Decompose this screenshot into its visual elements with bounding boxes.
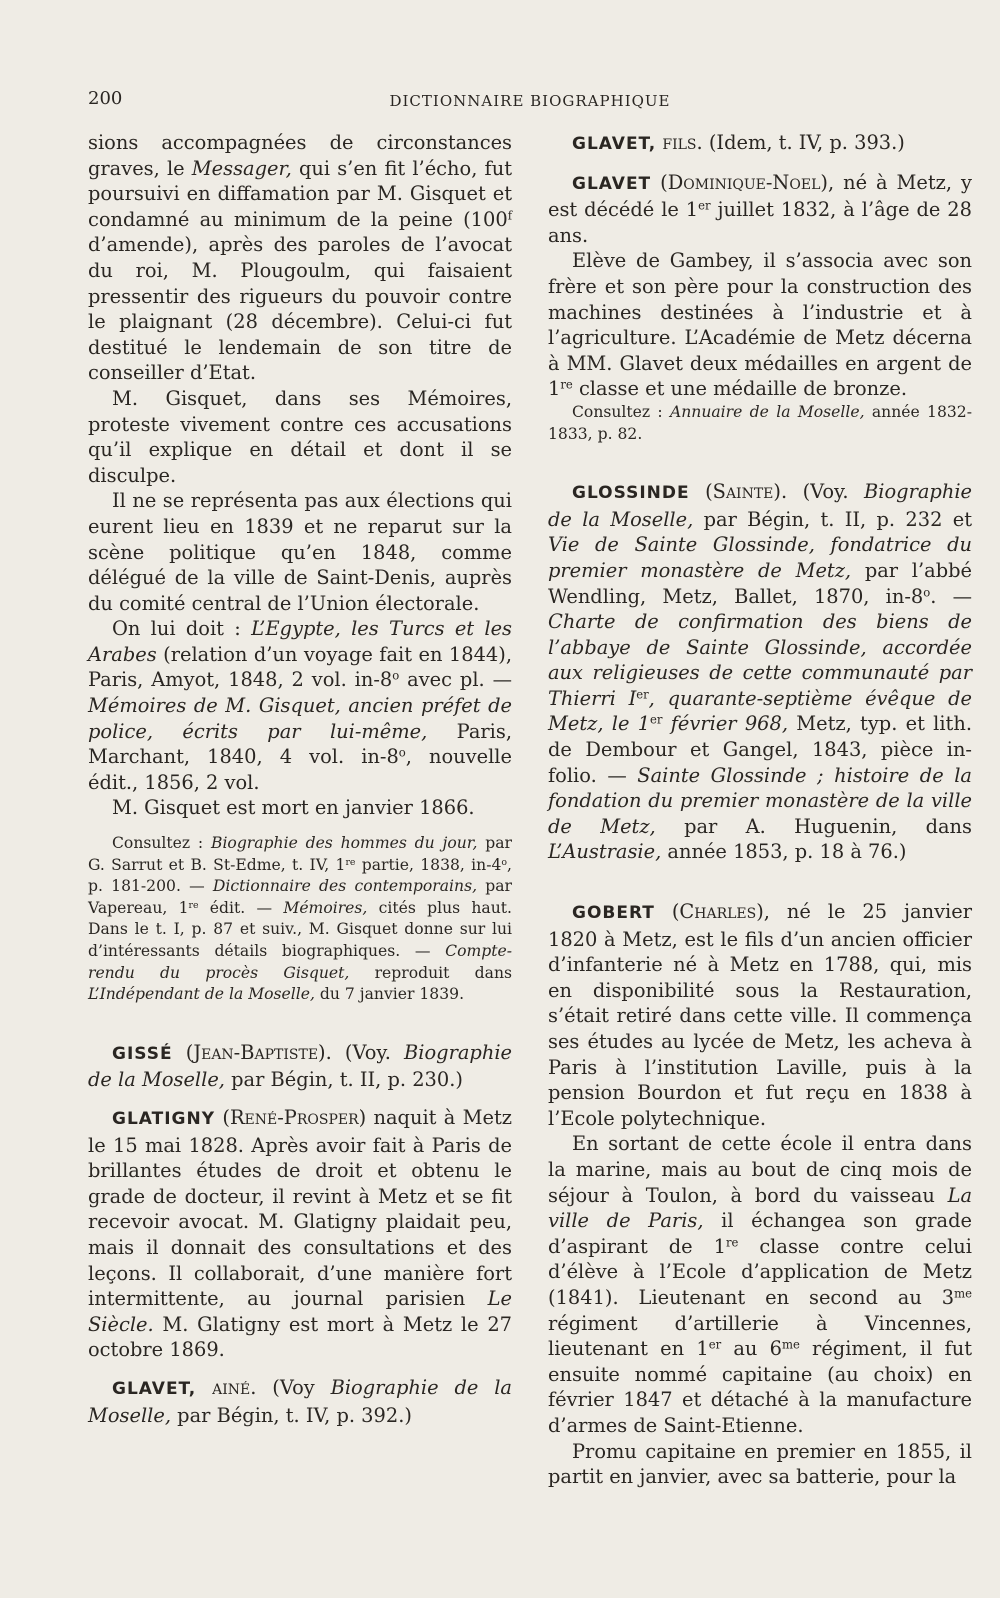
entry-gisse: GISSÉ (Jean-Baptiste). (Voy. Biographie de la Moselle, par Bégin, t. II, p. 230.) [88, 1040, 512, 1092]
paragraph: Elève de Gambey, il s’associa avec son frère et son père pour la construction des machines destinées à l’industrie et à l’agriculture. L’Académie de Metz décerna à MM. Glavet deux médailles en argent de 1re classe et une médaille de bronze. [548, 249, 972, 401]
entry-name: GLAVET, [572, 134, 657, 154]
entry-glavet-dominique: GLAVET (Dominique-Noel), né à Metz, y est décédé le 1er juillet 1832, à l’âge de 28 ans. [548, 170, 972, 247]
paragraph: Promu capitaine en premier en 1855, il partit en janvier, avec sa batterie, pour la [548, 1439, 972, 1489]
paragraph: M. Gisquet est mort en janvier 1866. [112, 796, 475, 820]
right-column [548, 130, 972, 1490]
entry-name: GLAVET [572, 173, 652, 194]
entry-glavet-fils: GLAVET, fils. (Idem, t. IV, p. 393.) [572, 131, 905, 154]
running-title: DICTIONNAIRE BIOGRAPHIQUE [389, 92, 671, 110]
entry-gobert: GOBERT (Charles), né le 25 janvier 1820 à Metz, est le fils d’un ancien officier d’infanterie né à Metz en 1788, qui, mis en disponibilité sous la Restauration, s’était retiré dans cette ville. Il commença ses études au lycée de Metz, les acheva à Paris à l’institution Laville, puis à la pension Bourdon et fut reçu en 1838 à l’Ecole polytechnique. [548, 900, 972, 1130]
paragraph: En sortant de cette école il entra dans la marine, mais au bout de cinq mois de séjour à Toulon, à bord du vaisseau La ville de Paris, il échangea son grade d’aspirant de 1re classe contre celui d’élève à l’Ecole d’application de Metz (1841). Lieutenant en second au $3^{me}$ régiment d’artillerie à Vincennes, lieutenant en 1er au $6^{me}$ régiment, il fut ensuite nommé capitaine (au choix) en février 1847 et détaché à la manufacture d’armes de Saint-Etienne. [548, 1132, 973, 1437]
paragraph: On lui doit : L’Egypte, les Turcs et les Arabes (relation d’un voyage fait en 1844), Paris, Amyot, 1848, 2 vol. in-8$^o$ avec pl. — Mémoires de M. Gisquet, ancien préfet de police, écrits par lui-même, Paris, Marchant, 1840, 4 vol. in-8$^o$, nouvelle édit., 1856, 2 vol. [88, 617, 513, 794]
entry-glavet-aine: GLAVET, ainé. (Voy Biographie de la Moselle, par Bégin, t. IV, p. 392.) [88, 1375, 512, 1427]
entry-glatigny: GLATIGNY (René-Prosper) naquit à Metz le 15 mai 1828. Après avoir fait à Paris de brillantes études de droit et obtenu le grade de docteur, il revint à Metz et se fit recevoir avocat. M. Glatigny plaidait peu, mais il donnait des consultations et des leçons. Il collaborait, d’une manière fort intermittente, au journal parisien Le Siècle. M. Glatigny est mort à Metz le 27 octobre 1869. [88, 1105, 512, 1362]
paragraph: sions accompagnées de circonstances graves, le Messager, qui s’en fit l’écho, fut poursuivi en diffamation par M. Gisquet et condamné au minimum de la peine (100$^f$ d’amende), après des paroles de l’avocat du roi, M. Plougoulm, qui faisaient pressentir des rigueurs du pouvoir contre le plaignant (28 décembre). Celui-ci fut destitué le lendemain de son titre de conseiller d’Etat. [88, 131, 512, 385]
left-column [88, 130, 512, 1428]
bibliography-note: Consultez : Annuaire de la Moselle, année 1832-1833, p. 82. [548, 402, 972, 443]
bibliography-note: Consultez : Biographie des hommes du jour, par G. Sarrut et B. St-Edme, t. IV, 1re partie, 1838, in-4$^o$, p. 181-200. — Dictionnaire des contemporains, par Vapereau, 1re édit. — Mémoires, cités plus haut. Dans le t. I, p. 87 et suiv., M. Gisquet donne sur lui d’intéressants détails biographiques. — Compte-rendu du procès Gisquet, reproduit dans L’Indépendant de la Moselle, du 7 janvier 1839. [88, 834, 513, 1004]
entry-name: GOBERT [572, 903, 655, 924]
entry-glossinde: GLOSSINDE (Sainte). (Voy. Biographie de la Moselle, par Bégin, t. II, p. 232 et Vie de Sainte Glossinde, fondatrice du premier monastère de Metz, par l’abbé Wendling, Metz, Ballet, 1870, in-8$^o$. — Charte de confirmation des biens de l’abbaye de Sainte Glossinde, accordée aux religieuses de cette communauté par Thierri Ier, quarante-septième évêque de Metz, le 1er février 968, Metz, typ. et lith. de Dembour et Gangel, 1843, pièce in-folio. — Sainte Glossinde ; histoire de la fondation du premier monastère de la ville de Metz, par A. Huguenin, dans L’Austrasie, année 1853, p. 18 à 76.) [548, 480, 973, 864]
entry-name: GISSÉ [112, 1043, 173, 1064]
page-number: 200 [88, 88, 123, 109]
entry-name: GLAVET, [112, 1378, 197, 1399]
entry-name: GLATIGNY [112, 1108, 216, 1129]
entry-name: GLOSSINDE [572, 483, 690, 504]
paragraph: Il ne se représenta pas aux élections qui eurent lieu en 1839 et ne reparut sur la scène politique qu’en 1848, comme délégué de la ville de Saint-Denis, auprès du comité central de l’Union électorale. [88, 489, 512, 615]
paragraph: M. Gisquet, dans ses Mémoires, proteste vivement contre ces accusations qu’il explique en détail et dont il se disculpe. [88, 386, 512, 487]
page-header [88, 88, 972, 112]
